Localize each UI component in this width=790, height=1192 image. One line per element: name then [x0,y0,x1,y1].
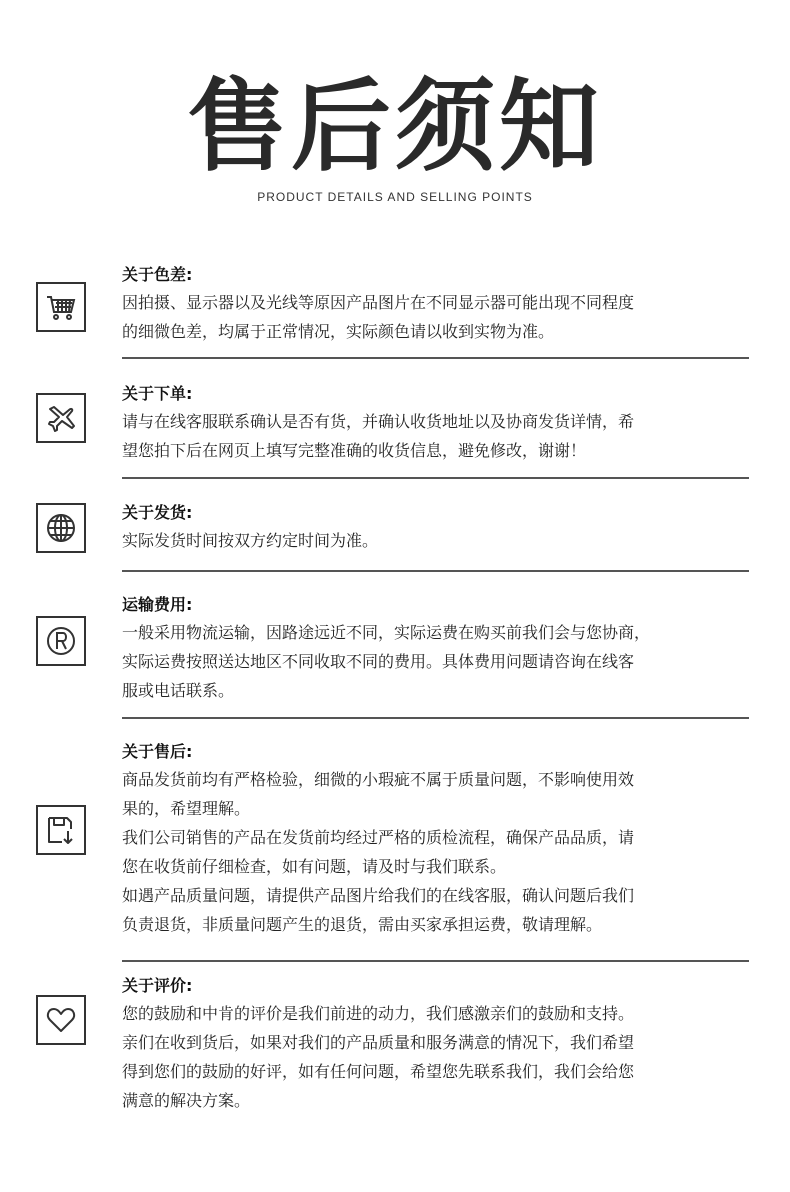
shopping-cart-icon [36,282,86,332]
paragraph-line: 因拍摄、显示器以及光线等原因产品图片在不同显示器可能出现不同程度 [122,293,635,312]
heart-icon [36,995,86,1045]
paragraph-line: 望您拍下后在网页上填写完整准确的收货信息，避免修改，谢谢！ [122,441,587,460]
section-heading: 关于售后: [122,742,193,761]
paragraph-line: 您的鼓励和中肯的评价是我们前进的动力，我们感激亲们的鼓励和支持。 [122,1004,635,1023]
page-title: 售后须知 [187,68,603,185]
section-heading: 关于发货: [122,503,193,522]
download-icon [36,805,86,855]
paragraph-line: 如遇产品质量问题，请提供产品图片给我们的在线客服，确认问题后我们 [122,886,635,905]
section-heading: 关于下单: [122,384,193,403]
section-text [122,500,732,555]
paragraph-line: 商品发货前均有严格检验，细微的小瑕疵不属于质量问题，不影响使用效 [122,770,635,789]
paragraph-line: 我们公司销售的产品在发货前均经过严格的质检流程，确保产品品质，请 [122,828,635,847]
paragraph-line: 实际发货时间按双方约定时间为准。 [122,531,379,550]
divider [122,960,749,962]
paragraph-line: 实际运费按照送达地区不同收取不同的费用。具体费用问题请咨询在线客 [122,652,635,671]
globe-icon [36,503,86,553]
paragraph-line: 您在收货前仔细检查，如有问题，请及时与我们联系。 [122,857,507,876]
section-text [122,262,732,346]
section-heading: 关于色差: [122,265,193,284]
section-text [122,592,732,705]
paragraph-line: 服或电话联系。 [122,681,235,700]
paragraph-line: 亲们在收到货后，如果对我们的产品质量和服务满意的情况下，我们希望 [122,1033,635,1052]
paragraph-line: 得到您们的鼓励的好评，如有任何问题，希望您先联系我们，我们会给您 [122,1062,635,1081]
section-heading: 运输费用: [122,595,193,614]
paragraph-line: 果的，希望理解。 [122,799,251,818]
page-subtitle: PRODUCT DETAILS AND SELLING POINTS [257,190,533,204]
paragraph-line: 满意的解决方案。 [122,1091,251,1110]
paragraph-line: 负责退货，非质量问题产生的退货，需由买家承担运费，敬请理解。 [122,915,603,934]
divider [122,477,749,479]
section-text [122,381,732,465]
paragraph-line: 一般采用物流运输，因路途远近不同，实际运费在购买前我们会与您协商， [122,623,651,642]
registered-icon [36,616,86,666]
divider [122,717,749,719]
airplane-icon [36,393,86,443]
divider [122,570,749,572]
paragraph-line: 请与在线客服联系确认是否有货，并确认收货地址以及协商发货详情，希 [122,412,635,431]
section-text [122,739,732,939]
divider [122,357,749,359]
paragraph-line: 的细微色差，均属于正常情况，实际颜色请以收到实物为准。 [122,322,555,341]
section-heading: 关于评价: [122,976,193,995]
section-text [122,973,732,1115]
